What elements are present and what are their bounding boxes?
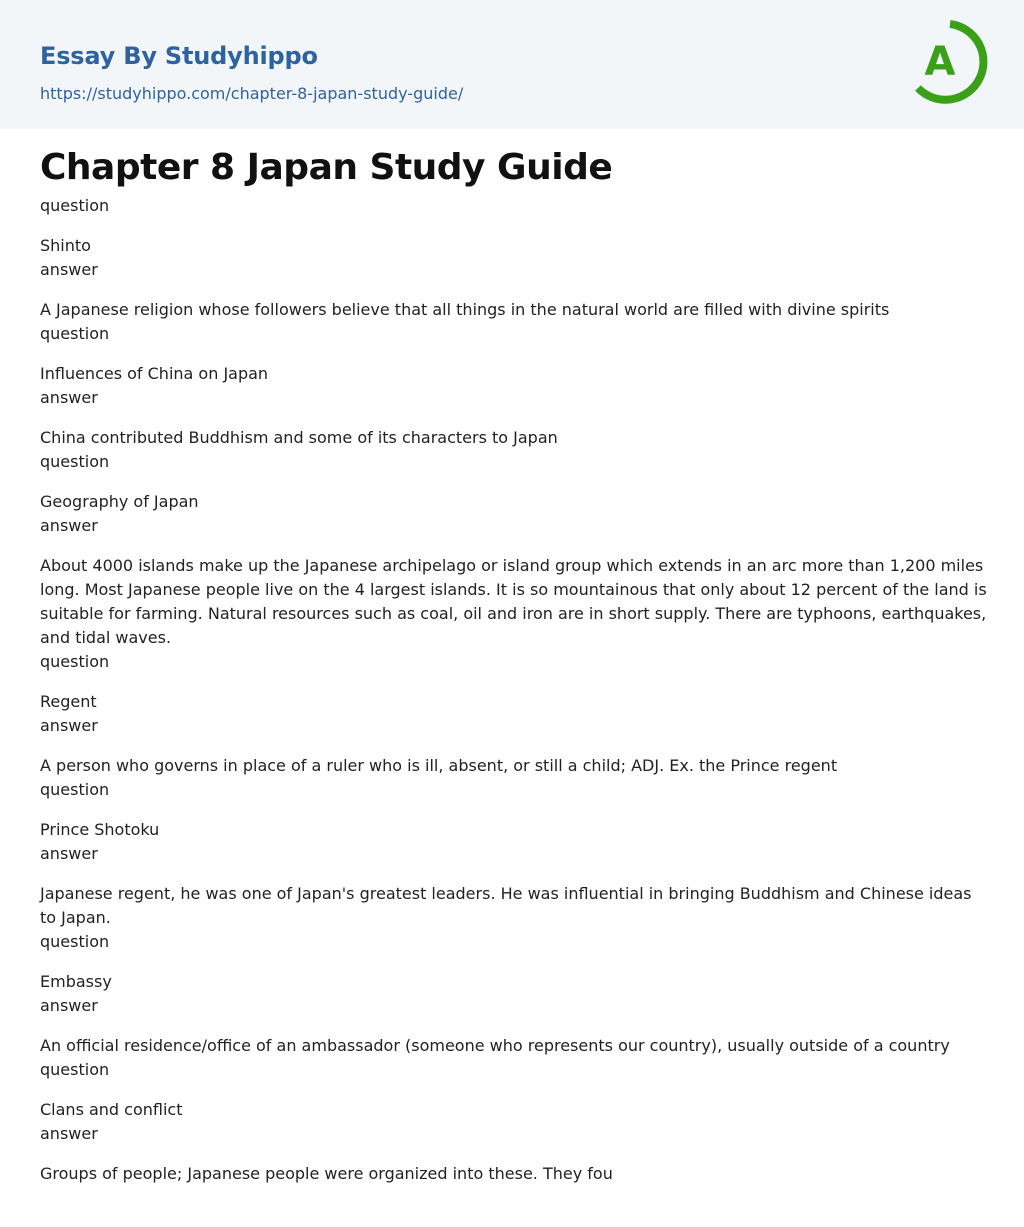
- brand-title[interactable]: Essay By Studyhippo: [40, 42, 318, 70]
- source-url-link[interactable]: https://studyhippo.com/chapter-8-japan-study-guide/: [40, 84, 464, 103]
- question-label: question: [40, 1060, 110, 1079]
- answer-definition: China contributed Buddhism and some of its characters to Japan: [40, 428, 558, 447]
- answer-definition: About 4000 islands make up the Japanese archipelago or island group which extends in an arc more than 1,200 miles long. Most Japanese people live on the 4 largest islands. It is so mountainous that only about 12 percent of the land is suitable for farming. Natural resources such as coal, oil and iron are in short supply. There are typhoons, earthquakes, and tidal waves.: [40, 556, 987, 647]
- site-header: [0, 0, 1024, 129]
- qa-card: [40, 650, 990, 778]
- qa-card: [40, 778, 990, 930]
- logo-icon[interactable]: [912, 18, 988, 106]
- answer-label: answer: [40, 260, 98, 279]
- answer-label: answer: [40, 844, 98, 863]
- question-term: Shinto: [40, 236, 91, 255]
- answer-label: answer: [40, 716, 98, 735]
- qa-card: [40, 194, 990, 322]
- qa-card: [40, 322, 990, 450]
- question-label: question: [40, 932, 110, 951]
- question-term: Embassy: [40, 972, 112, 991]
- question-term: Clans and conflict: [40, 1100, 183, 1119]
- question-term: Prince Shotoku: [40, 820, 160, 839]
- qa-card: [40, 930, 990, 1058]
- answer-label: answer: [40, 1124, 98, 1143]
- page-title: Chapter 8 Japan Study Guide: [40, 147, 613, 188]
- logo-letter: A: [924, 39, 956, 85]
- question-label: question: [40, 452, 110, 471]
- question-label: question: [40, 780, 110, 799]
- answer-label: answer: [40, 388, 98, 407]
- question-term: Influences of China on Japan: [40, 364, 269, 383]
- question-term: Regent: [40, 692, 97, 711]
- answer-definition: A person who governs in place of a ruler who is ill, absent, or still a child; ADJ. Ex. the Prince regent: [40, 756, 838, 775]
- qa-card: [40, 1058, 990, 1186]
- answer-definition: An official residence/office of an ambassador (someone who represents our country), usually outside of a country: [40, 1036, 950, 1055]
- answer-label: answer: [40, 996, 98, 1015]
- qa-card: [40, 450, 990, 650]
- question-label: question: [40, 652, 110, 671]
- answer-definition: A Japanese religion whose followers believe that all things in the natural world are filled with divine spirits: [40, 300, 890, 319]
- qa-list: [40, 194, 990, 1186]
- answer-definition: Groups of people; Japanese people were organized into these. They fou: [40, 1164, 613, 1183]
- question-label: question: [40, 196, 110, 215]
- main-content: [40, 146, 990, 1186]
- answer-label: answer: [40, 516, 98, 535]
- answer-definition: Japanese regent, he was one of Japan's greatest leaders. He was influential in bringing Buddhism and Chinese ideas to Japan.: [40, 884, 972, 927]
- question-term: Geography of Japan: [40, 492, 199, 511]
- question-label: question: [40, 324, 110, 343]
